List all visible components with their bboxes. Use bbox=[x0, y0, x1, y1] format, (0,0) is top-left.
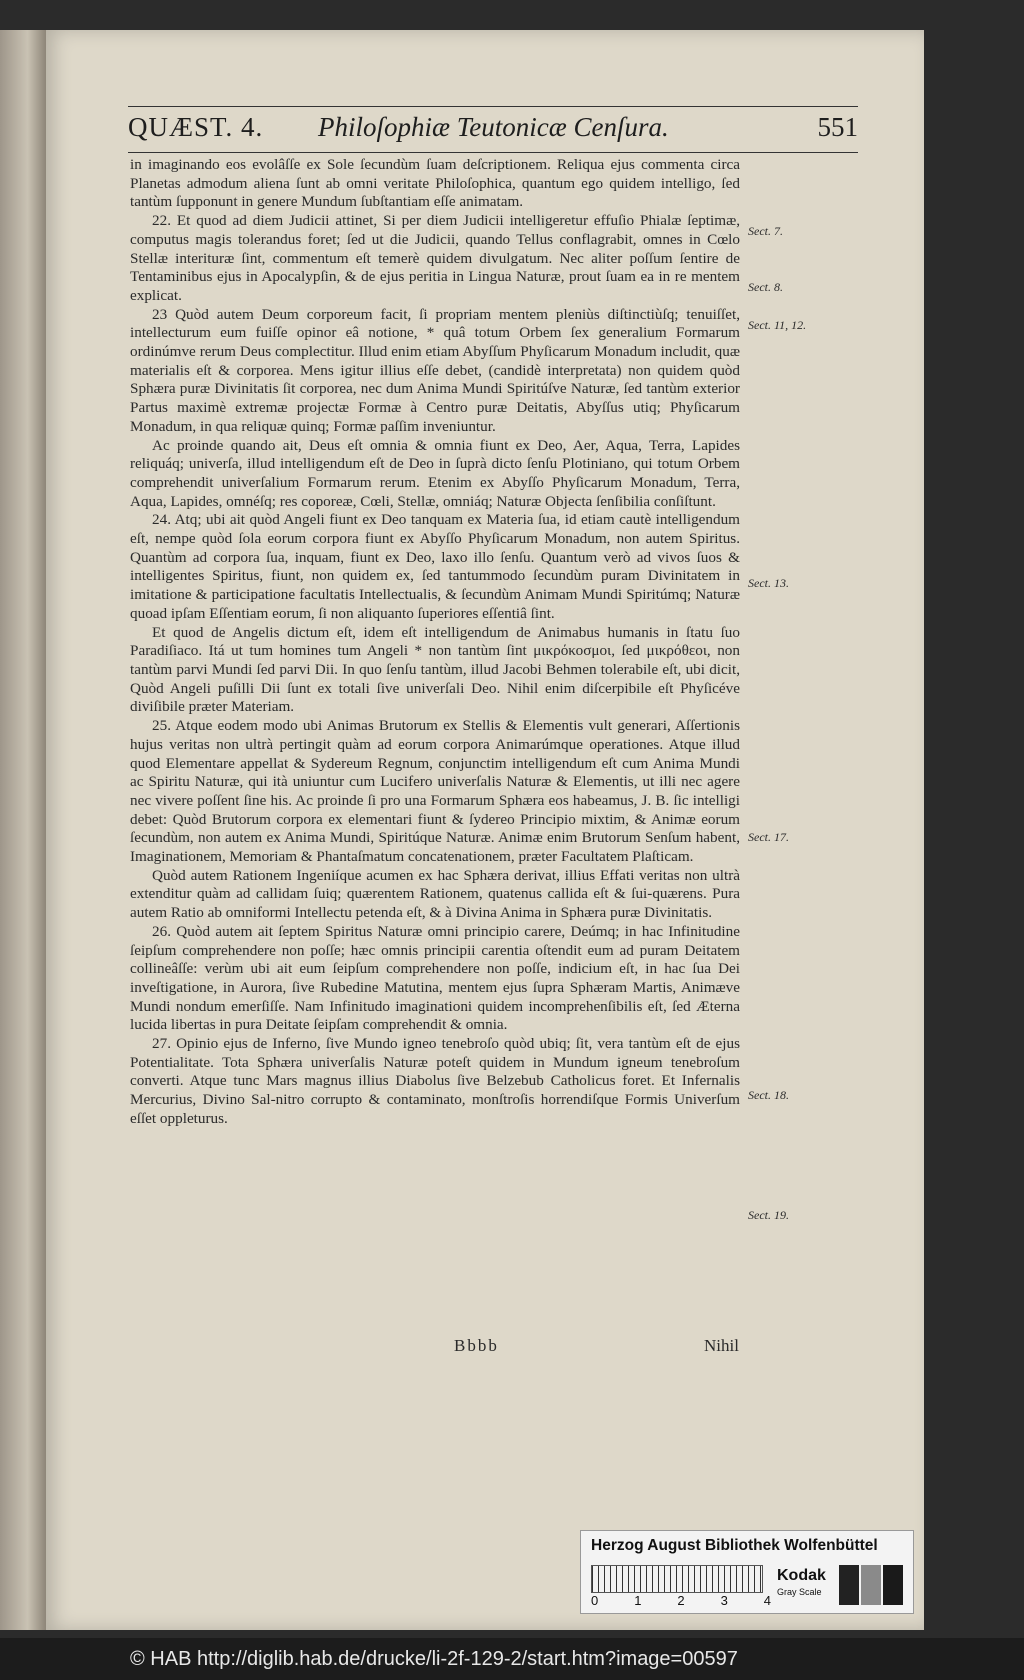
gray-swatch-mid bbox=[861, 1565, 881, 1605]
page-number: 551 bbox=[817, 112, 858, 142]
ruler-numbers bbox=[591, 1593, 771, 1608]
paragraph: 26. Quòd autem ait ſeptem Spiritus Naturæ omni principio carere, Deúmq; in hac Infinitudine ſeipſum comprehendere non poſſe; hæc omnis principii carentia oſtendit eum ad puram Deitatem collineâſſe: verùm ubi ait eum ſeipſum comprehendere non poſſe, indicium eſt, in hac ſua Dei inveſtigatione, in Aurora, ſive Rubedine Matutina, mentem ejus ſupra Sphæram Martis, Animæve Mundi nondum emerſiſſe. Nam Infinitudo imaginationi quidem incomprehenſibilis eſt, ſed Æterna lucida libertas in pura Deitate ſeipſam comprehendit & omnia. bbox=[130, 922, 740, 1034]
library-name: Herzog August Bibliothek Wolfenbüttel bbox=[591, 1537, 878, 1554]
side-note: Sect. 7. bbox=[748, 224, 783, 238]
paragraph: Et quod de Angelis dictum eſt, idem eſt intelligendum de Animabus humanis in ſtatu ſuo Paradiſiaco. Itá ut tum homines tum Angeli * non tantùm ſint μικρόκοσμοι, ſed μικρόθεοι, non tantùm parvi Mundi ſed parvi Dii. In quo ſenſu tantùm, illud Jacobi Behmen tolerabile eſt, ubi dicit, Quòd Angeli puſilli Dii ſunt ex totali ſive univerſali Deo. Nihil enim diſcerpibile eſt Phyſicéve diviſibile præter Materiam. bbox=[130, 623, 740, 716]
header-rule-bottom bbox=[128, 152, 858, 153]
ruler-number: 1 bbox=[634, 1593, 642, 1608]
copyright-text: © HAB http://diglib.hab.de/drucke/li-2f-129-2/start.htm?image=00597 bbox=[130, 1648, 738, 1670]
paragraph: 25. Atque eodem modo ubi Animas Brutorum ex Stellis & Elementis vult generari, Aſſertionis hujus veritas non ultrà pertingit quàm ad eorum corpora Animarúmque operationes. Atque illud quod Elementare appellat & Sydereum Regnum, conjunctim intelligendum eſt cum Anima Mundi ac Spiritu Naturæ, qui ità uniuntur cum Lucifero univerſalis Naturæ & Elementis, ut illi nec agere nec vivere poſſent ſine his. Ac proinde ſi pro una Formarum Sphæra eos habeamus, J. B. ſic intelligi debet: Quòd Brutorum corpora ex elementari fiunt & ſydereo Principio mixtim, & Animæ eorum ſecundùm, non autem ex Anima Mundi, Spiritúque Naturæ. Animæ enim Brutorum Senſum habent, Imaginationem, Memoriam & Phantaſmatum concatenationem, præter Facultatem Plaſticam. bbox=[130, 717, 740, 866]
header-question-label: QUÆST. 4. bbox=[128, 112, 264, 142]
ruler-number: 4 bbox=[763, 1593, 771, 1608]
gray-swatch-dark bbox=[839, 1565, 859, 1605]
paragraph: 27. Opinio ejus de Inferno, ſive Mundo igneo tenebroſo quòd ubiq; ſit, vera tantùm eſt de ejus Potentialitate. Tota Sphæra univerſalis Naturæ poteſt quidem in Mundum igneum tenebroſum converti. Atque tunc Mars magnus illius Diabolus ſive Belzebub Catholicus foret. Et Infernalis Mercurius, Divino Sal-nitro corrupto & contaminato, monſtroſis horrendiſque Formis Univerſum eſſet oppleturus. bbox=[130, 1035, 740, 1127]
catchword: Nihil bbox=[704, 1336, 739, 1355]
side-note: Sect. 8. bbox=[748, 280, 783, 294]
gray-swatch-black bbox=[883, 1565, 903, 1605]
gray-scale-label: Gray Scale bbox=[777, 1587, 822, 1597]
kodak-logo: Kodak bbox=[777, 1567, 826, 1584]
paragraph: 22. Et quod ad diem Judicii attinet, Si per diem Judicii intelligeretur effuſio Phialæ ſeptimæ, computus magis tolerandus foret; ſed ut die Judicii, quando Tellus conflagrabit, omnes in Cœlo Stellæ interituræ ſint, commentum eſt temerè quidem divulgatum. Nec aliter poſſum ſentire de Tentaminibus ejus in Apocalypſin, & de ejus peritia in Lingua Naturæ, prout ſuam ea in re mentem explicat. bbox=[130, 212, 740, 304]
paragraph: in imaginando eos evolâſſe ex Sole ſecundùm ſuam deſcriptionem. Reliqua ejus commenta circa Planetas admodum aliena ſunt ab omni veritate Philoſophica, quantum ego quidem intelligo, ſed tantùm ſupponunt in genere Mundum ſubſtantiam eſſe animatam. bbox=[130, 156, 740, 211]
side-note: Sect. 19. bbox=[748, 1208, 789, 1222]
side-note: Sect. 17. bbox=[748, 830, 789, 844]
header-rule-top bbox=[128, 106, 858, 107]
side-note: Sect. 18. bbox=[748, 1088, 789, 1102]
header-title: Philoſophiæ Teutonicæ Cenſura. bbox=[318, 112, 669, 142]
running-header bbox=[128, 108, 858, 148]
book-page bbox=[46, 30, 924, 1630]
paragraph: Ac proinde quando ait, Deus eſt omnia & omnia fiunt ex Deo, Aer, Aqua, Terra, Lapides reliquáq; univerſa, illud intelligendum eſt de Deo in ſuprà dicto ſenſu Plotiniano, qui totum Orbem comprehendit univerſalium Formarum rerum. Etenim ex Abyſſo Phyſicarum Monadum, Terra, Aqua, Lapides, omnéſq; res coporeæ, Cœli, Stellæ, omniáq; Naturæ Objecta ſenſibilia conſiſtunt. bbox=[130, 436, 740, 510]
side-note: Sect. 13. bbox=[748, 576, 789, 590]
paragraph: Quòd autem Rationem Ingeniíque acumen ex hac Sphæra derivat, illius Effati veritas non ultrà extenditur quàm ad callidam ſuiq; quærentem Rationem, quatenus callida eſt & ſui-quærens. Pura autem Ratio ab omniformi Intellectu petenda eſt, & à Divina Anima in Sphæra puræ Divinitatis. bbox=[130, 866, 740, 922]
ruler-number: 0 bbox=[591, 1593, 599, 1608]
library-color-card bbox=[580, 1530, 914, 1614]
side-note: Sect. 11, 12. bbox=[748, 318, 807, 332]
page-body-text bbox=[130, 156, 740, 1129]
paragraph: 24. Atq; ubi ait quòd Angeli fiunt ex Deo tanquam ex Materia ſua, id etiam cautè intelligendum eſt, nempe quòd ſola eorum corpora fiunt ex Abyſſo Phyſicarum Monadum, non autem Spiritus. Quantùm ad corpora ſua, inquam, fiunt ex Deo, laxo illo ſenſu. Quantum verò ad vivos ſuos & intelligentes Spiritus, fiunt, non quidem ex, ſed tantummodo ſecundùm puram Divinitatem in imitatione & participatione facultatis Intellectualis, & ſecundùm Animam Mundi Spiritúmq; Naturæ quoad ipſam Eſſentiam eorum, ſi non aliquanto ſuperiores eſſentiâ ſint. bbox=[130, 511, 740, 622]
previous-page-edge bbox=[0, 30, 46, 1630]
signature-mark: Bbbb bbox=[454, 1336, 499, 1355]
copyright-bar bbox=[0, 1638, 1024, 1680]
ruler-number: 2 bbox=[677, 1593, 685, 1608]
paragraph: 23 Quòd autem Deum corporeum facit, ſi propriam mentem pleniùs diſtinctiùſq; tenuiſſet, intellecturum eum fuiſſe opinor eâ notione, * quâ totum Orbem ſex generalium Formarum ordinúmve rerum Deus complectitur. Illud enim etiam Abyſſum Phyſicarum Monadum includit, quæ materialis eſt & corporea. Mens igitur illius eſſe debet, (candidè interpretata) non quidem quòd Sphæra puræ Divinitatis ſit corporea, nec dum Anima Mundi Spiritúſve Naturæ, ſed tantùm exterior Partus maximè extremæ projectæ Formæ à Centro puræ Deitatis, Abyſſus utiq; Phyſicarum Monadum, in qua reliquæ quinq; Formæ paſſim inveniuntur. bbox=[130, 305, 740, 435]
ruler-number: 3 bbox=[720, 1593, 728, 1608]
scale-ruler bbox=[591, 1565, 763, 1593]
